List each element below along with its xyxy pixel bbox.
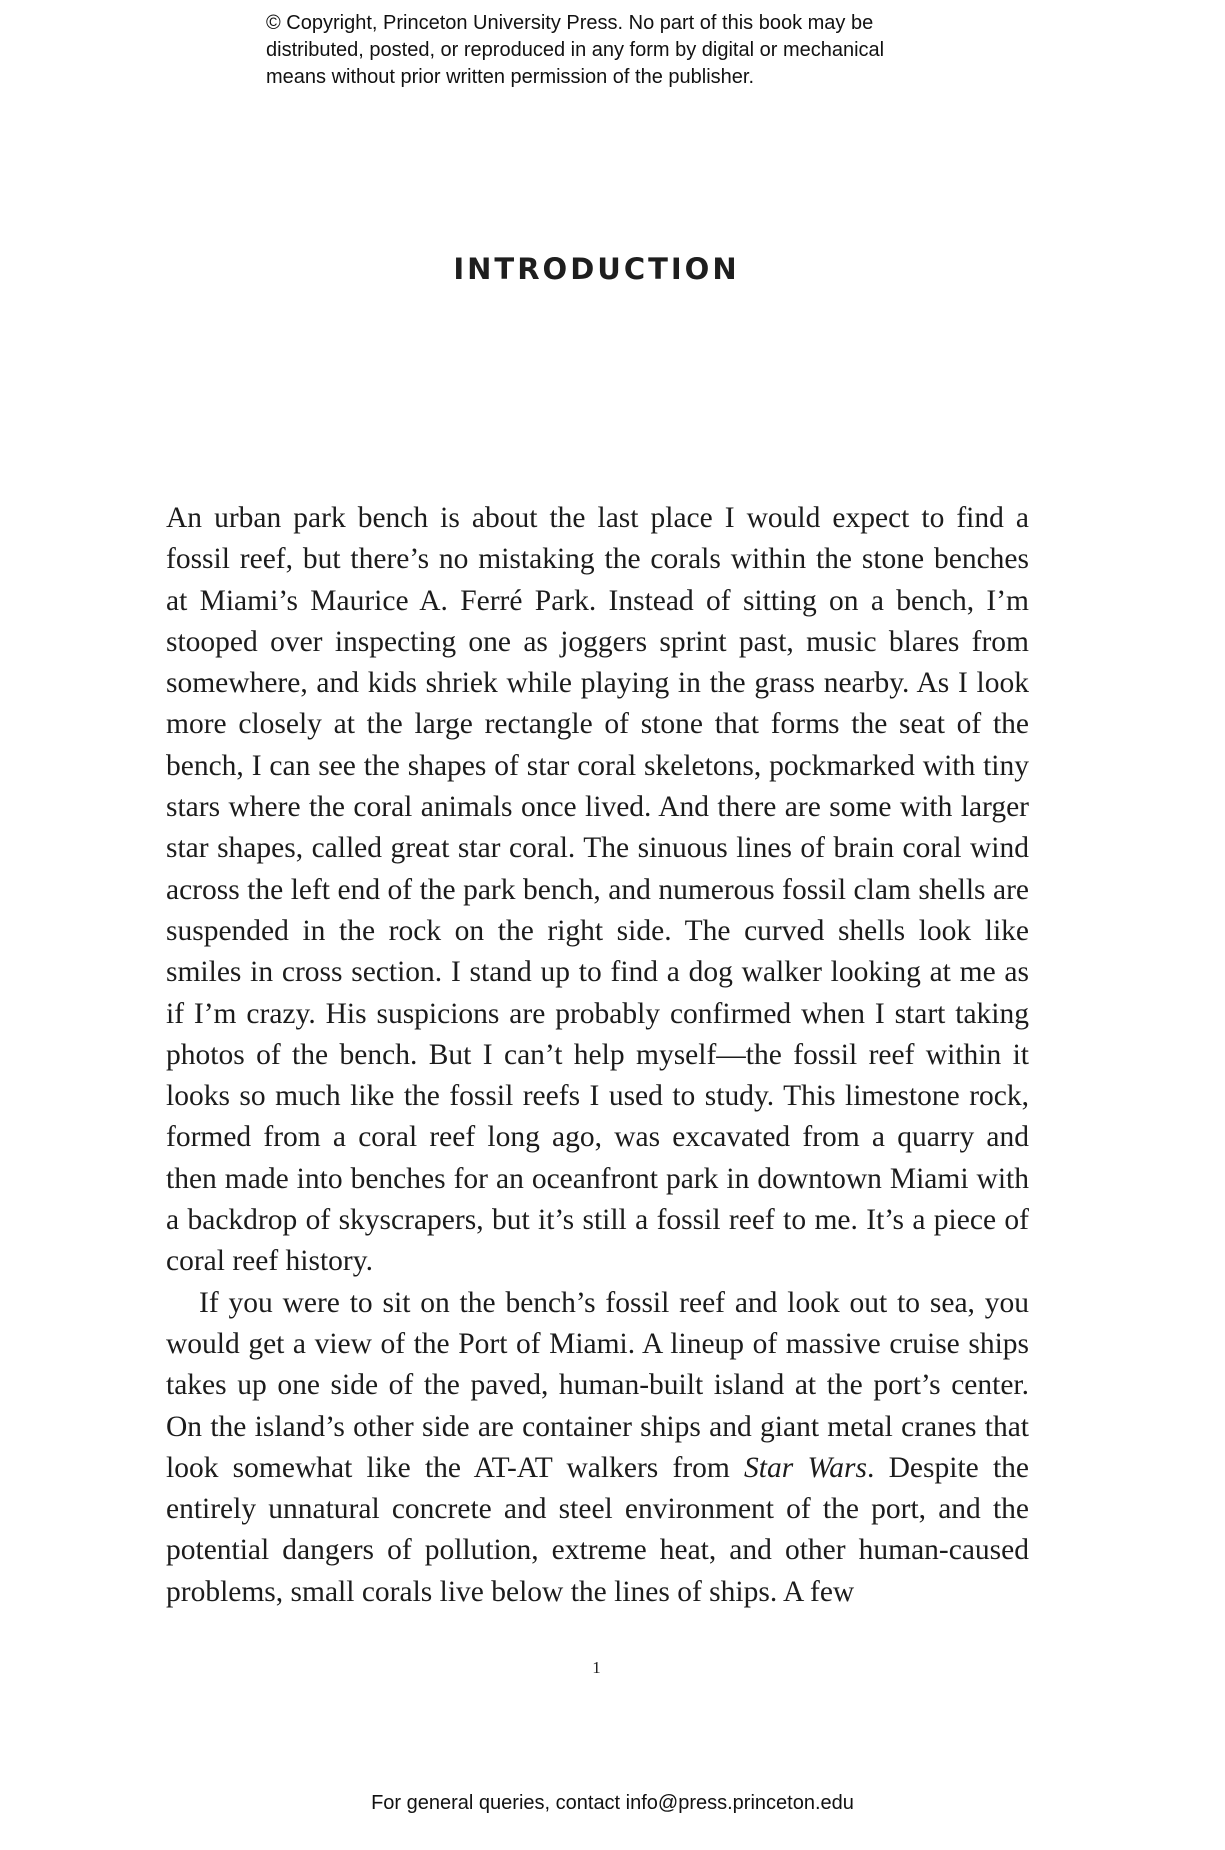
copyright-line-1: © Copyright, Princeton University Press. No part of this book may be [266,12,874,34]
paragraph-2-part-1: If you were to sit on the bench’s fossil reef and look out to sea, you would get a view of the Port of Miami. A lineup of massive cruise ships takes up one side of the paved, human-built island at the port’s center. On the island’s other side are container ships and giant metal cranes that look somewhat like the AT-AT walkers from [166,1286,1029,1484]
footer-contact: For general queries, contact info@press.princeton.edu [371,1792,854,1814]
paragraph-2-part-2: . Despite the entirely unnatural concrete and steel environment of the port, and the potential dangers of pollution, extreme heat, and other human-caused problems, small corals live below the lines of ships. A few [166,1451,1030,1608]
copyright-line-3: means without prior written permission of the publisher. [266,66,755,88]
body-text [166,498,1029,1613]
paragraph-2 [166,1283,1029,1613]
copyright-notice [266,10,1026,91]
film-title: Star Wars [744,1451,868,1484]
paragraph-1: An urban park bench is about the last place I would expect to find a fossil reef, but there’s no mistaking the corals within the stone benches at Miami’s Maurice A. Ferré Park. Instead of sitting on a bench, I’m stooped over inspecting one as joggers sprint past, music blares from somewhere, and kids shriek while playing in the grass nearby. As I look more closely at the large rectangle of stone that forms the seat of the bench, I can see the shapes of star coral skeletons, pockmarked with tiny stars where the coral animals once lived. And there are some with larger star shapes, called great star coral. The sinuous lines of brain coral wind across the left end of the park bench, and numerous fossil clam shells are suspended in the rock on the right side. The curved shells look like smiles in cross section. I stand up to find a dog walker looking at me as if I’m crazy. His suspicions are probably confirmed when I start taking photos of the bench. But I can’t help myself—the fossil reef within it looks so much like the fossil reefs I used to study. This limestone rock, formed from a coral reef long ago, was excavated from a quarry and then made into benches for an oceanfront park in downtown Miami with a backdrop of skyscrapers, but it’s still a fossil reef to me. It’s a piece of coral reef history. [166,502,1029,1278]
chapter-title: INTRODUCTION [453,252,740,286]
copyright-line-2: distributed, posted, or reproduced in any form by digital or mechanical [266,39,885,61]
page-number: 1 [592,1658,601,1677]
